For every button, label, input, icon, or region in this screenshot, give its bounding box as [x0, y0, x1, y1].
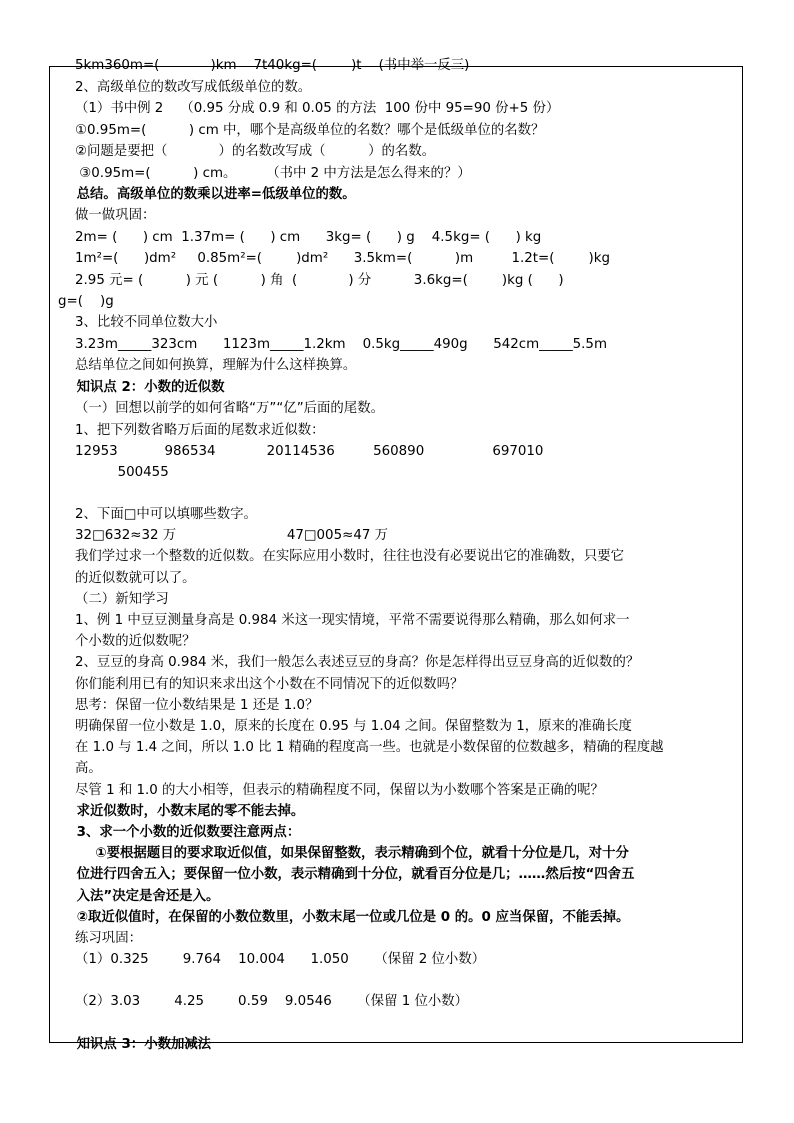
- text-line: 在 1.0 与 1.4 之间，所以 1.0 比 1 精确的程度高一些。也就是小数保留的位数越多，精确的程度越: [58, 740, 664, 755]
- text-line: 入法”决定是舍还是入。: [58, 889, 220, 904]
- text-line: 明确保留一位小数是 1.0，原来的长度在 0.95 与 1.04 之间。保留整数为 1，原来的准确长度: [58, 719, 632, 734]
- text-line: 思考：保留一位小数结果是 1 还是 1.0？: [58, 698, 319, 713]
- text-line: 3、求一个小数的近似数要注意两点：: [58, 825, 301, 840]
- text-line: 500455: [58, 465, 169, 480]
- text-line: 3、比较不同单位数大小: [58, 315, 218, 330]
- text-line: 知识点 3：小数加减法: [58, 1037, 212, 1052]
- text-line: 个小数的近似数呢？: [58, 634, 196, 649]
- text-line: 位进行四舍五入；要保留一位小数，表示精确到十分位，就看百分位是几；……然后按“四舍五: [58, 867, 635, 882]
- text-line: （1）0.325 9.764 10.004 1.050 （保留 2 位小数）: [58, 952, 486, 967]
- text-line: 我们学过求一个整数的近似数。在实际应用小数时，往往也没有必要说出它的准确数，只要它: [58, 549, 625, 564]
- text-line: 32□632≈32 万 47□005≈47 万: [58, 528, 389, 543]
- text-line: 高。: [58, 761, 102, 776]
- text-line: ②问题是要把（ ）的名数改写成（ ）的名数。: [58, 144, 436, 159]
- text-line: 3.23m_____323cm 1123m_____1.2km 0.5kg_____490g 542cm_____5.5m: [58, 337, 607, 352]
- text-line: 知识点 2：小数的近似数: [58, 380, 225, 395]
- text-line: 2.95 元= ( ) 元 ( ) 角 ( ) 分 3.6kg=( )kg ( ): [58, 273, 564, 288]
- text-line: 求近似数时，小数末尾的零不能去掉。: [58, 804, 305, 819]
- text-line: 2、下面□中可以填哪些数字。: [58, 507, 257, 522]
- text-line: 你们能利用已有的知识来求出这个小数在不同情况下的近似数吗？: [58, 677, 464, 692]
- text-line: g=( )g: [58, 294, 114, 309]
- text-line: （二）新知学习: [58, 592, 169, 607]
- text-line: 2、高级单位的数改写成低级单位的数。: [58, 80, 312, 95]
- text-line: 2、豆豆的身高 0.984 米，我们一般怎么表述豆豆的身高？你是怎样得出豆豆身高的近似数的？: [58, 655, 640, 670]
- text-line: （2）3.03 4.25 0.59 9.0546 （保留 1 位小数）: [58, 994, 469, 1009]
- text-line: ①0.95m=( ) cm 中，哪个是高级单位的名数？哪个是低级单位的名数？: [58, 123, 545, 138]
- text-line: 做一做巩固：: [58, 208, 156, 223]
- text-line: 12953 986534 20114536 560890 697010: [58, 444, 544, 459]
- text-line: 2m= ( ) cm 1.37m= ( ) cm 3kg= ( ) g 4.5kg= ( ) kg: [58, 230, 542, 245]
- text-line: 1、把下列数省略万后面的尾数求近似数：: [58, 423, 325, 438]
- text-line: 总结单位之间如何换算，理解为什么这样换算。: [58, 358, 357, 373]
- text-line: ③0.95m=( ) cm。 （书中 2 中方法是怎么得来的？）: [58, 166, 471, 181]
- text-line: （1）书中例 2 （0.95 分成 0.9 和 0.05 的方法 100 份中 95=90 份+5 份）: [58, 101, 560, 116]
- text-line: ②取近似值时，在保留的小数位数里，小数末尾一位或几位是 0 的。0 应当保留，不能丢掉。: [58, 910, 630, 925]
- text-line: ①要根据题目的要求取近似值，如果保留整数，表示精确到个位，就看十分位是几，对十分: [58, 846, 629, 861]
- text-line: 总结。高级单位的数乘以进率=低级单位的数。: [58, 187, 356, 202]
- text-line: （一）回想以前学的如何省略“万”“亿”后面的尾数。: [58, 401, 384, 416]
- text-line: 练习巩固：: [58, 931, 142, 946]
- text-line: 1、例 1 中豆豆测量身高是 0.984 米这一现实情境，平常不需要说得那么精确，那么如何求一: [58, 613, 630, 628]
- text-line: 的近似数就可以了。: [58, 571, 196, 586]
- text-line: 尽管 1 和 1.0 的大小相等，但表示的精确程度不同，保留以为小数哪个答案是正确的呢？: [58, 783, 604, 798]
- text-line: 5km360m=( )km 7t40kg=( )t (书中举一反三): [58, 58, 470, 73]
- text-line: 1m²=( )dm² 0.85m²=( )dm² 3.5km=( )m 1.2t=( )kg: [58, 251, 610, 266]
